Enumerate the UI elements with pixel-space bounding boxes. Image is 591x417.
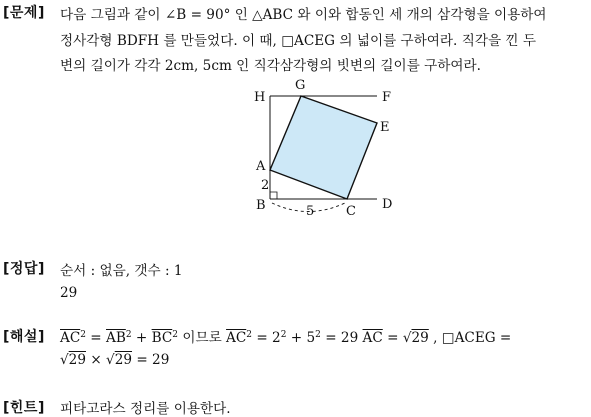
- ab-segment: $\overline{AB}$: [106, 330, 126, 346]
- problem-line-2: 정사각형 BDFH 를 만들었다. 이 때, □ACEG 의 넓이를 구하여라. 직각을 낀 두: [60, 33, 536, 49]
- point-e: E: [380, 120, 390, 135]
- problem-label: [문제]: [3, 5, 45, 21]
- bc-segment: $\overline{BC}$: [151, 330, 173, 346]
- geometry-figure: [250, 75, 410, 225]
- hint-label: [힌트]: [3, 400, 45, 416]
- problem-line-3: 변의 길이가 각각 2cm, 5cm 인 직각삼각형의 빗변의 길이를 구하여라.: [60, 58, 481, 74]
- answer-line-2: 29: [60, 285, 78, 301]
- point-h: H: [254, 90, 266, 105]
- point-a: A: [256, 159, 266, 174]
- point-g: G: [295, 78, 306, 93]
- length-ab: 2: [261, 178, 270, 193]
- solution-line-1: $\overline{AC}^2 = \overline{AB}^2 + \overline{BC}^2$ 이므로 $\overline{AC}^2 = 2^2 + 5^2 = 29$ $\overline{AC} = √29$ , □ACEG =: [60, 330, 512, 346]
- point-f: F: [382, 90, 392, 105]
- point-c: C: [346, 204, 356, 219]
- answer-label: [정답]: [3, 261, 45, 277]
- point-d: D: [382, 197, 393, 212]
- solution-label: [해설]: [3, 329, 45, 345]
- answer-line-1: 순서 : 없음, 갯수 : 1: [60, 263, 183, 279]
- ac-segment: $\overline{AC}$: [60, 330, 81, 346]
- hint-text: 피타고라스 정리를 이용한다.: [60, 401, 231, 417]
- problem-line-1: 다음 그림과 같이 ∠B = 90° 인 △ABC 와 이와 합동인 세 개의 삼각형을 이용하여: [60, 7, 547, 23]
- length-bc: 5: [306, 204, 315, 219]
- ac-segment-2: $\overline{AC}$: [226, 330, 247, 346]
- square-aceg: [270, 96, 377, 199]
- solution-line-2: √29 × √29 = 29: [60, 352, 170, 368]
- right-angle-mark: [270, 192, 277, 199]
- point-b: B: [256, 198, 266, 213]
- ac-segment-3: $\overline{AC}$: [362, 330, 383, 346]
- sqrt-29: √29: [402, 330, 429, 346]
